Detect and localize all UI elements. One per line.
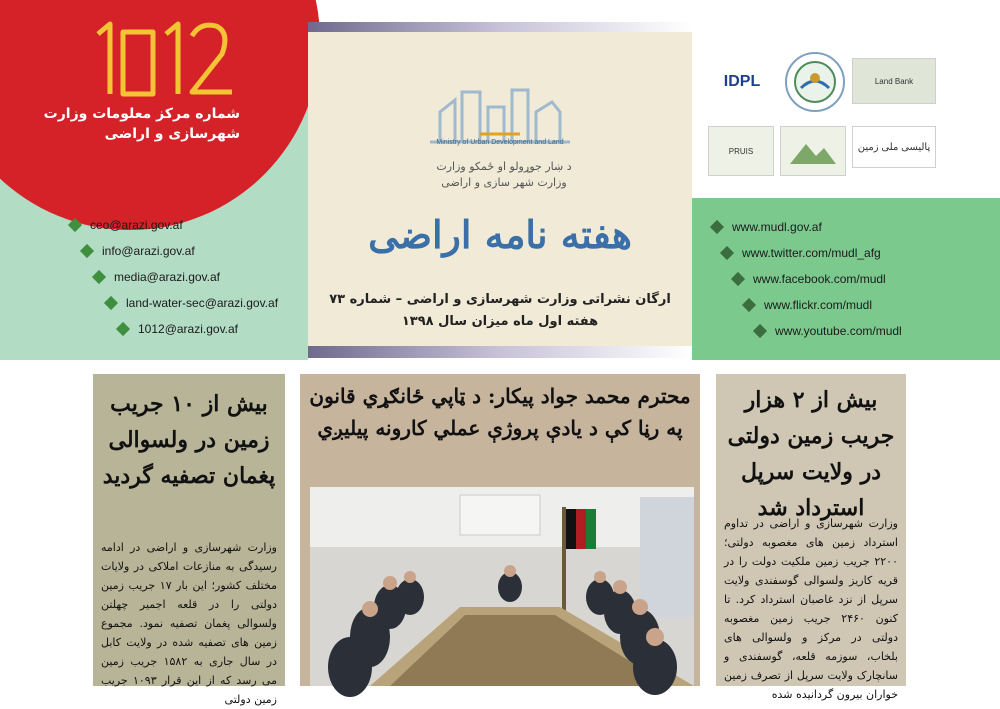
diamond-bullet-icon: [731, 272, 745, 286]
ministry-english-name: Ministry of Urban Development and Land: [436, 139, 564, 146]
email-item[interactable]: media@arazi.gov.af: [94, 270, 220, 284]
diamond-bullet-icon: [742, 298, 756, 312]
website-link[interactable]: www.youtube.com/mudl: [755, 324, 902, 338]
partner-program-logo: [780, 126, 846, 176]
website-link[interactable]: www.twitter.com/mudl_afg: [722, 246, 881, 260]
diamond-bullet-icon: [104, 296, 118, 310]
article-left[interactable]: [93, 374, 285, 706]
website-link[interactable]: www.flickr.com/mudl: [744, 298, 872, 312]
ministry-dari-name: وزارت شهر سازی و اراضی: [441, 176, 567, 189]
government-seal-icon: [785, 52, 845, 112]
article-right[interactable]: [716, 374, 906, 701]
logo-1012-icon: [88, 14, 238, 104]
email-item[interactable]: 1012@arazi.gov.af: [118, 322, 238, 336]
diamond-bullet-icon: [80, 244, 94, 258]
newsletter-subtitle: ارگان نشراتی وزارت شهرسازی و اراضی – شماره ۷۳: [329, 292, 671, 307]
article-right-headline: بیش از ۲ هزار جریب زمین دولتی در ولایت سرپل استرداد شد: [727, 387, 895, 521]
land-policy-logo: پالیسی ملی زمین: [852, 126, 936, 168]
ministry-pashto-name: د ښار جوړولو او ځمکو وزارت: [436, 160, 572, 173]
article-left-headline: بیش از ۱۰ جریب زمین در ولسوالی پغمان تصفیه گردید: [102, 391, 276, 489]
email-item[interactable]: ceo@arazi.gov.af: [70, 218, 183, 232]
diamond-bullet-icon: [753, 324, 767, 338]
idpl-logo: IDPL: [708, 58, 776, 106]
article-right-body: وزارت شهرسازی و اراضی در تداوم استرداد زمین های مغصوبه دولتی؛ ۲۲۰۰ جریب زمین ملکیت دولت را در قریه کاریز ولسوالی گوسفندی ولایت سرپل از نزد غاصبان استرداد کرد. تا کنون ۲۴۶۰ جریب زمین مغصوبه دولتی در مرکز و ولسوالی های بلخاب، سوزمه قلعه، گوسفندی و سانچارک ولایت سرپل از تصرف زمین خواران بیرون گردانیده شده: [724, 517, 898, 701]
info-center-tagline: شماره مرکز معلومات وزارت شهرسازی و اراضی: [43, 106, 240, 142]
email-item[interactable]: land-water-sec@arazi.gov.af: [106, 296, 278, 310]
article-left-body: وزارت شهرسازی و اراضی در ادامه رسیدگی به منازعات املاکی در ولایات مختلف کشور؛ این بار ۱۷ جریب زمین دولتی را در قلعه اجمیر چهلتن ولسوالی پغمان تصفیه نمود. مجموع زمین های تصفیه شده در ولایت کابل در سال جاری به ۱۵۸۲ جریب زمین می رسد که از این قرار ۱۰۹۳ جریب زمین دولتی: [101, 541, 277, 706]
email-item[interactable]: info@arazi.gov.af: [82, 244, 195, 258]
newsletter-title: هفته نامه اراضی: [368, 212, 632, 257]
land-bank-logo: Land Bank: [852, 58, 936, 104]
diamond-bullet-icon: [720, 246, 734, 260]
header-bottom-strip: [308, 346, 692, 358]
diamond-bullet-icon: [92, 270, 106, 284]
diamond-bullet-icon: [710, 220, 724, 234]
newsletter-date: هفته اول ماه میزان سال ۱۳۹۸: [401, 314, 599, 329]
diamond-bullet-icon: [68, 218, 82, 232]
newsletter-header: [308, 22, 692, 358]
meeting-photo-image: [310, 487, 694, 686]
diamond-bullet-icon: [116, 322, 130, 336]
website-link[interactable]: www.mudl.gov.af: [712, 220, 822, 234]
seal-icon: [793, 60, 837, 104]
meeting-photo: [310, 487, 694, 686]
mountain-icon: [788, 136, 838, 166]
website-link[interactable]: www.facebook.com/mudl: [733, 272, 886, 286]
pruis-logo: PRUIS: [708, 126, 774, 176]
article-middle-headline: محترم محمد جواد پیکار: د ټاپي ځانګړي قانون په رڼا کې د یادې پروژې عملي کارونه پیلیږي: [309, 384, 691, 440]
header-top-strip: [308, 22, 692, 32]
